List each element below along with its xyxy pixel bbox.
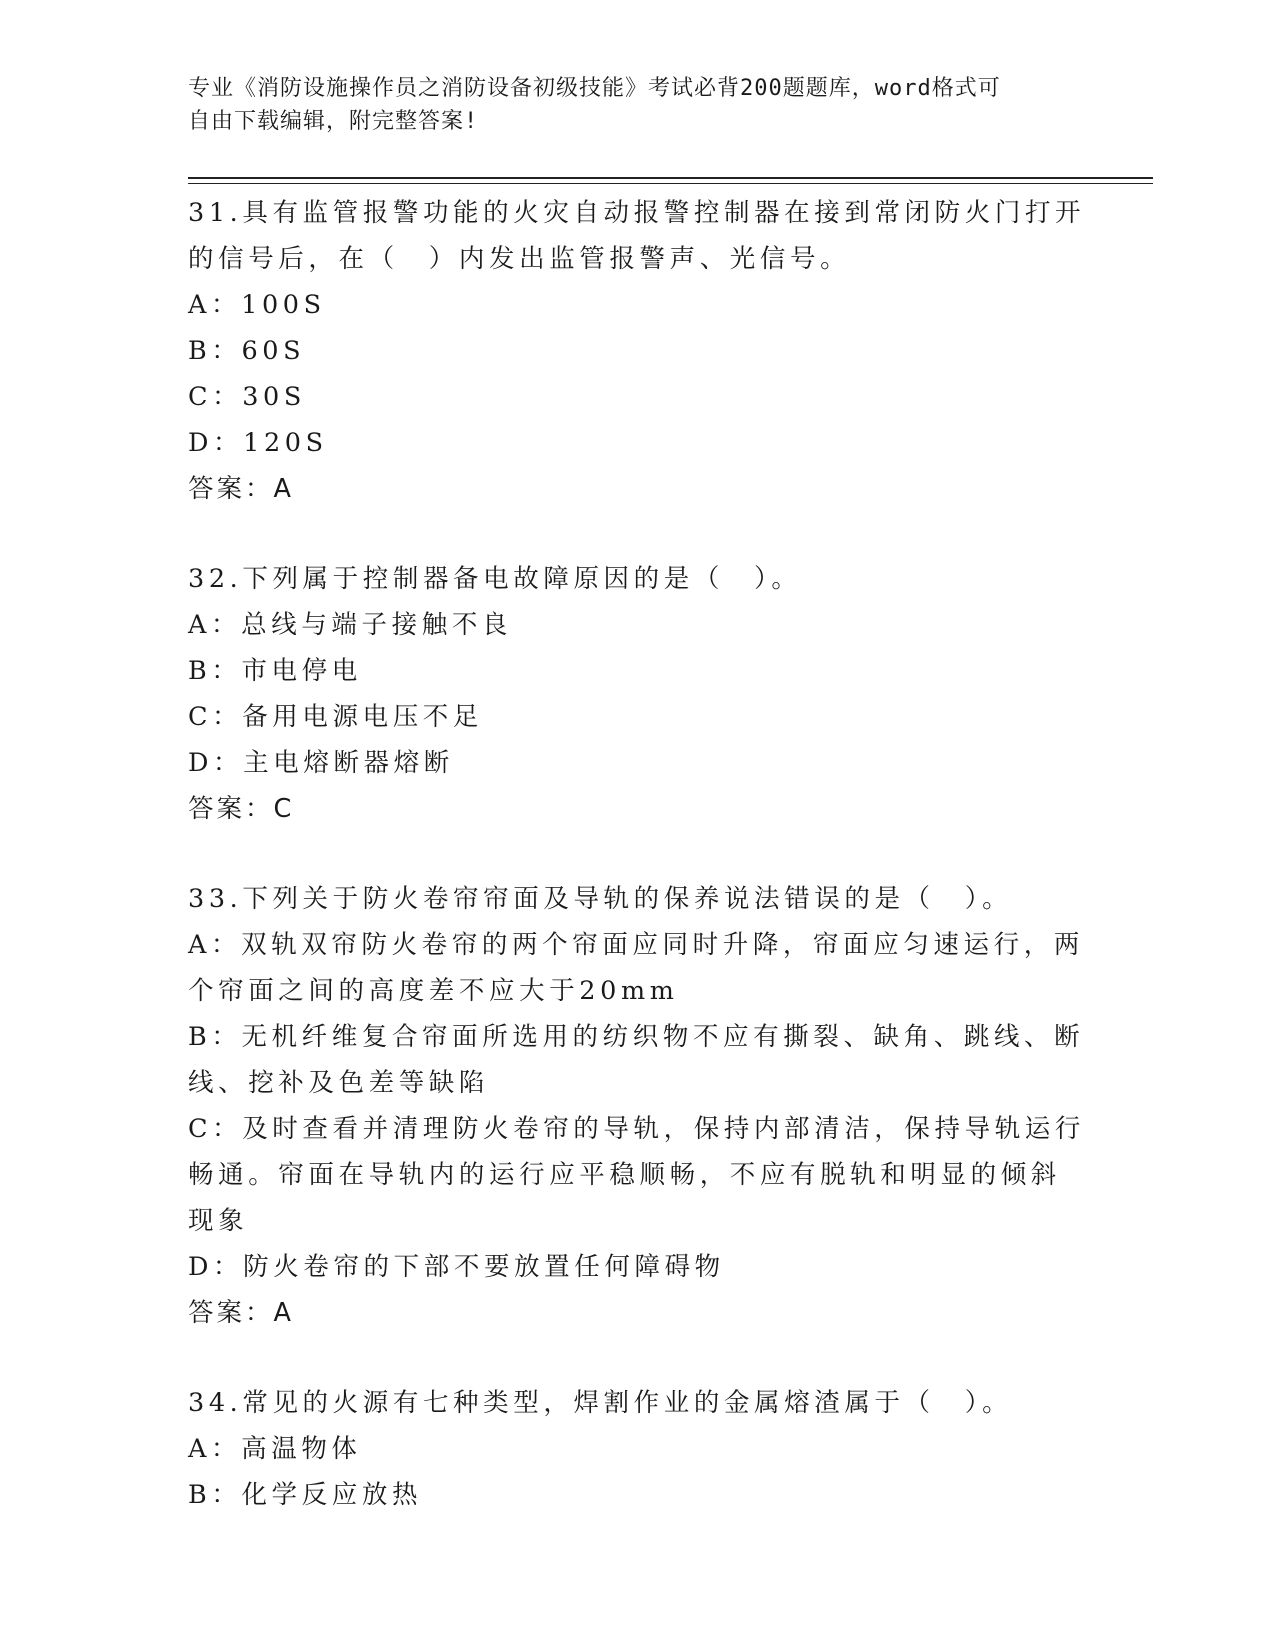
option-d: D：120S — [188, 428, 328, 458]
question-31 — [188, 190, 1088, 512]
header-line-2: 自由下载编辑，附完整答案! — [188, 109, 479, 134]
header-line-1: 专业《消防设施操作员之消防设备初级技能》考试必背200题题库，word格式可 — [188, 76, 1001, 101]
header-divider-thick — [188, 177, 1153, 179]
option-a: A：总线与端子接触不良 — [188, 610, 513, 640]
option-b: B：化学反应放热 — [188, 1480, 423, 1510]
question-list — [188, 190, 1088, 1518]
option-d: D：防火卷帘的下部不要放置任何障碍物 — [188, 1252, 725, 1282]
option-b: B：无机纤维复合帘面所选用的纺织物不应有撕裂、缺角、跳线、断线、挖补及色差等缺陷 — [188, 1022, 1085, 1098]
option-b: B：60S — [188, 336, 306, 366]
option-c: C：及时查看并清理防火卷帘的导轨，保持内部清洁，保持导轨运行畅通。帘面在导轨内的运行应平稳顺畅，不应有脱轨和明显的倾斜现象 — [188, 1114, 1086, 1236]
option-c: C：备用电源电压不足 — [188, 702, 484, 732]
header-divider-thin — [188, 183, 1153, 184]
option-a: A：双轨双帘防火卷帘的两个帘面应同时升降，帘面应匀速运行，两个帘面之间的高度差不应大于20mm — [188, 930, 1084, 1006]
question-34 — [188, 1380, 1088, 1518]
question-stem: 34.常见的火源有七种类型，焊割作业的金属熔渣属于（ ）。 — [188, 1388, 1013, 1418]
answer-line: 答案：C — [188, 794, 295, 824]
question-32 — [188, 556, 1088, 832]
question-stem: 32.下列属于控制器备电故障原因的是（ ）。 — [188, 564, 802, 594]
document-header — [188, 72, 1088, 138]
option-a: A：高温物体 — [188, 1434, 362, 1464]
answer-line: 答案：A — [188, 474, 294, 504]
option-b: B：市电停电 — [188, 656, 362, 686]
question-33 — [188, 876, 1088, 1336]
question-stem: 31.具有监管报警功能的火灾自动报警控制器在接到常闭防火门打开的信号后，在（ ）内发出监管报警声、光信号。 — [188, 198, 1086, 274]
option-a: A：100S — [188, 290, 326, 320]
answer-line: 答案：A — [188, 1298, 294, 1328]
question-stem: 33.下列关于防火卷帘帘面及导轨的保养说法错误的是（ ）。 — [188, 884, 1013, 914]
option-c: C：30S — [188, 382, 306, 412]
option-d: D：主电熔断器熔断 — [188, 748, 454, 778]
